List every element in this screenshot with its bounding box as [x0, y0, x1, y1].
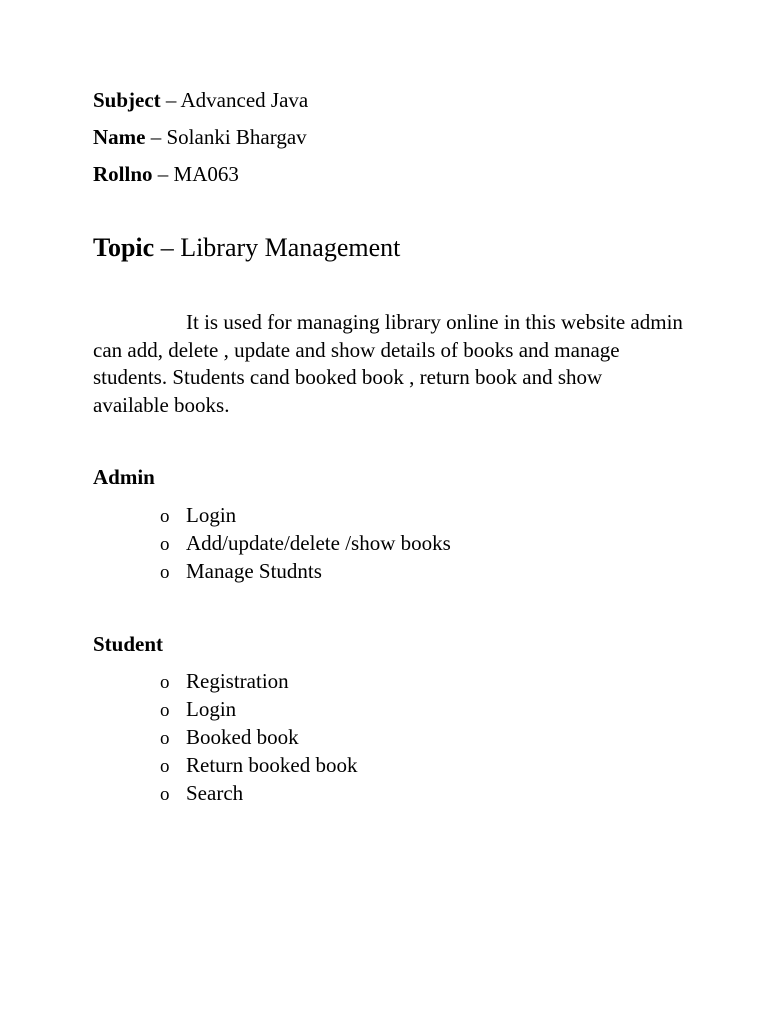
subject-line — [93, 88, 308, 112]
bullet-icon: o — [160, 784, 170, 805]
topic-value: Library Management — [180, 233, 401, 262]
list-item-text: Manage Studnts — [186, 559, 322, 583]
list-item-text: Search — [186, 781, 244, 805]
rollno-line — [93, 162, 239, 186]
subject-value: Advanced Java — [180, 88, 309, 112]
rollno-label: Rollno — [93, 162, 153, 186]
list-item — [160, 558, 451, 586]
list-item — [160, 668, 357, 696]
bullet-icon: o — [160, 506, 170, 527]
bullet-icon: o — [160, 672, 170, 693]
list-item — [160, 502, 451, 530]
bullet-icon: o — [160, 534, 170, 555]
subject-separator: – — [160, 88, 181, 112]
list-item — [160, 752, 357, 780]
bullet-icon: o — [160, 756, 170, 777]
name-label: Name — [93, 125, 146, 149]
list-item-text: Registration — [186, 669, 289, 693]
list-item — [160, 530, 451, 558]
student-heading: Student — [93, 632, 164, 656]
name-line — [93, 125, 307, 149]
topic-separator: – — [154, 233, 181, 262]
topic-label: Topic — [93, 233, 155, 262]
bullet-icon: o — [160, 562, 170, 583]
rollno-separator: – — [152, 162, 174, 186]
list-item-text: Login — [186, 503, 237, 527]
list-item — [160, 780, 357, 808]
list-item-text: Booked book — [186, 725, 299, 749]
list-item — [160, 696, 357, 724]
name-value: Solanki Bhargav — [166, 125, 307, 149]
student-list — [160, 668, 357, 808]
bullet-icon: o — [160, 728, 170, 749]
list-item-text: Return booked book — [186, 753, 358, 777]
list-item-text: Login — [186, 697, 237, 721]
subject-label: Subject — [93, 88, 161, 112]
list-item-text: Add/update/delete /show books — [186, 531, 451, 555]
topic-heading — [93, 233, 400, 263]
list-item — [160, 724, 357, 752]
rollno-value: MA063 — [173, 162, 239, 186]
bullet-icon: o — [160, 700, 170, 721]
admin-heading: Admin — [93, 465, 155, 489]
admin-list — [160, 502, 451, 586]
name-separator: – — [145, 125, 167, 149]
description-paragraph: It is used for managing library online in this website admin can add, delete , update and show details of books and manage students. Students cand booked book , return book and show available books. — [93, 310, 683, 417]
